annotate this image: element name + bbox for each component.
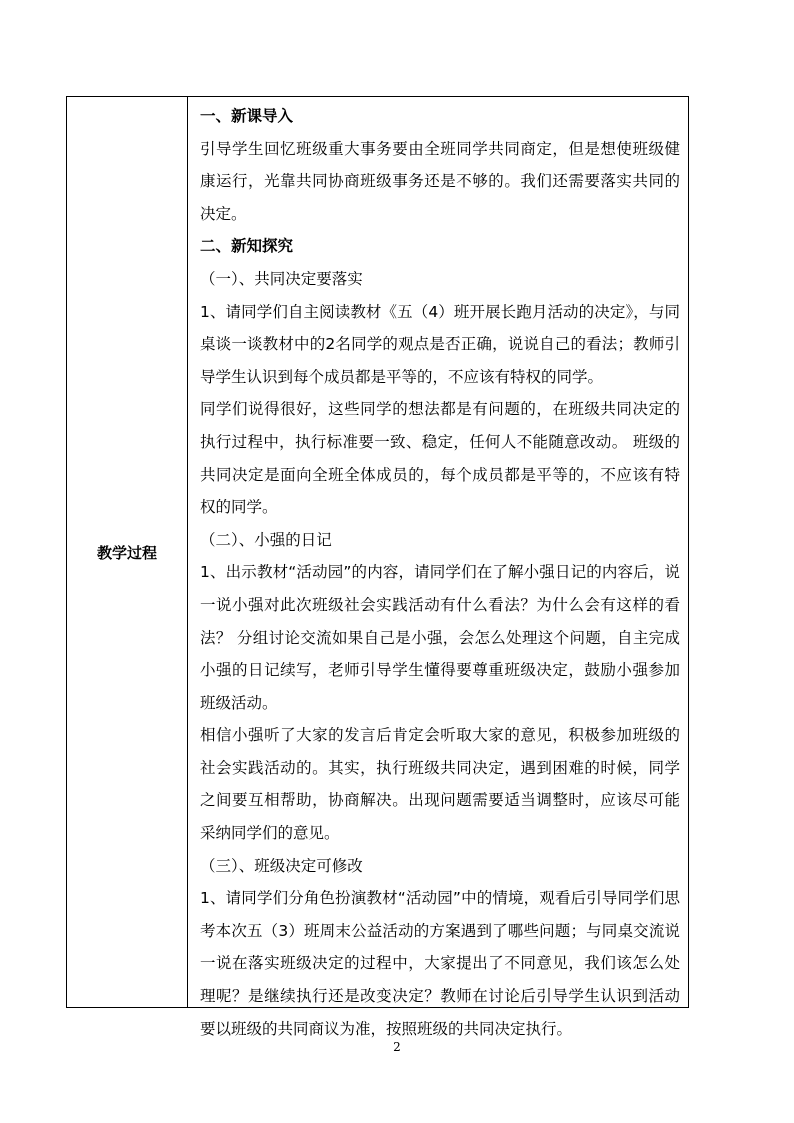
paragraph: 同学们说得很好，这些同学的想法都是有问题的，在班级共同决定的执行过程中，执行标准要一致、稳定，任何人不能随意改动。 班级的共同决定是面向全班全体成员的，每个成员都是平等的，不应该有特权的同学。 — [200, 400, 680, 517]
row-label: 教学过程 — [96, 543, 157, 562]
subsection-title: （一）、共同决定要落实 — [200, 269, 363, 288]
page-number: 2 — [393, 1040, 401, 1054]
section-heading: 一、新课导入 — [200, 107, 294, 125]
paragraph: 相信小强听了大家的发言后肯定会听取大家的意见，积极参加班级的社会实践活动的。其实，执行班级共同决定，遇到困难的时候，同学之间要互相帮助，协商解决。出现问题需要适当调整时，应该尽可能采纳同学们的意见。 — [200, 726, 680, 843]
section-heading: 二、新知探究 — [200, 237, 294, 256]
content-cell — [188, 97, 688, 1038]
paragraph: 1、请同学们自主阅读教材《五（4）班开展长跑月活动的决定》，与同桌谈一谈教材中的2名同学的观点是否正确，说说自己的看法；教师引导学生认识到每个成员都是平等的，不应该有特权的同学。 — [200, 302, 680, 386]
subsection-title: （三）、班级决定可修改 — [200, 856, 363, 875]
paragraph: 引导学生回忆班级重大事务要由全班同学共同商定，但是想使班级健康运行，光靠共同协商班级事务还是不够的。我们还需要落实共同的决定。 — [200, 139, 680, 223]
label-cell — [67, 97, 188, 1007]
subsection-title: （二）、小强的日记 — [200, 530, 332, 549]
paragraph: 1、请同学们分角色扮演教材“活动园”中的情境，观看后引导同学们思考本次五（3）班周末公益活动的方案遇到了哪些问题；与同桌交流说一说在落实班级决定的过程中，大家提出了不同意见，我们该怎么处理呢？是继续执行还是改变决定？教师在讨论后引导学生认识到活动要以班级的共同商议为准，按照班级的共同决定执行。 — [200, 889, 680, 1038]
paragraph: 1、出示教材“活动园”的内容，请同学们在了解小强日记的内容后，说一说小强对此次班级社会实践活动有什么看法？为什么会有这样的看法？ 分组讨论交流如果自己是小强，会怎么处理这个问题，自主完成小强的日记续写，老师引导学生懂得要尊重班级决定，鼓励小强参加班级活动。 — [200, 563, 680, 712]
lesson-table — [66, 96, 689, 1038]
